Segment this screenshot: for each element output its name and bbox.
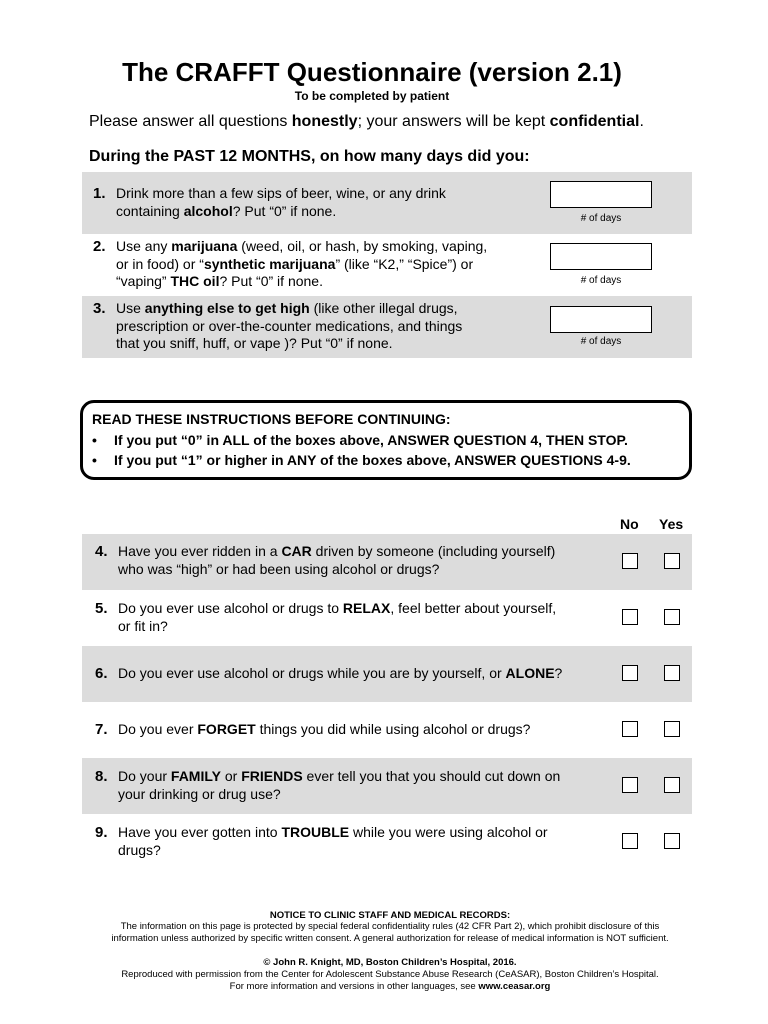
instruction-text: If you put “1” or higher in ANY of the boxes above, ANSWER QUESTIONS 4-9. (114, 452, 631, 468)
notice-line-1: The information on this page is protected by special federal confidentiality rules (42 CFR Part 2), which prohibit disclosure of this (120, 921, 660, 932)
intro-honestly: honestly (291, 113, 358, 130)
text: , feel better about yourself, (390, 600, 557, 616)
intro-part: Please answer all questions (89, 113, 292, 130)
question-1-text (116, 185, 446, 220)
q4-yes-checkbox[interactable] (664, 553, 680, 569)
q6-no-checkbox[interactable] (622, 665, 638, 681)
text: prescription or over-the-counter medications, and things (116, 317, 463, 334)
days-label: # of days (580, 275, 622, 286)
text: containing (116, 202, 184, 219)
instructions-heading: READ THESE INSTRUCTIONS BEFORE CONTINUING: (92, 411, 451, 427)
notice-title: NOTICE TO CLINIC STAFF AND MEDICAL RECORDS: (269, 910, 511, 921)
days-input-3[interactable] (550, 306, 652, 333)
question-6-row (82, 646, 692, 702)
text: Use any (116, 238, 172, 254)
question-7-row (82, 702, 692, 758)
text: Have you ever ridden in a (118, 543, 282, 559)
keyword-relax: RELAX (342, 600, 391, 616)
text: (weed, oil, or hash, by smoking, vaping, (237, 238, 488, 254)
keyword-synthetic-marijuana: synthetic marijuana (203, 255, 336, 272)
keyword-forget: FORGET (197, 721, 256, 737)
more-info-text: For more information and versions in other languages, see (229, 981, 479, 992)
question-8-text (118, 768, 560, 803)
text: ” (like “K2,” “Spice”) or (335, 255, 474, 272)
instruction-bullet-2 (92, 452, 631, 468)
q9-yes-checkbox[interactable] (664, 833, 680, 849)
q5-no-checkbox[interactable] (622, 609, 638, 625)
keyword-alone: ALONE (505, 665, 555, 681)
text: ? (554, 665, 563, 681)
question-3-row (82, 296, 692, 358)
question-1-row (82, 172, 692, 234)
q5-yes-checkbox[interactable] (664, 609, 680, 625)
question-2-text (116, 238, 487, 291)
days-input-2[interactable] (550, 243, 652, 270)
question-6-text (118, 665, 562, 683)
q8-no-checkbox[interactable] (622, 777, 638, 793)
question-5-row (82, 590, 692, 646)
copyright: © John R. Knight, MD, Boston Children’s Hospital, 2016. (263, 957, 517, 968)
text: or (220, 768, 242, 784)
instruction-bullet-1 (92, 432, 628, 448)
text: while you were using alcohol or (349, 824, 548, 840)
question-7-text (118, 721, 530, 739)
keyword-thc-oil: THC oil (170, 273, 220, 289)
text: Drink more than a few sips of beer, wine, or any drink (116, 185, 446, 201)
keyword-family: FAMILY (170, 768, 221, 784)
question-2-row (82, 234, 692, 296)
keyword-trouble: TROUBLE (281, 824, 350, 840)
keyword-anything-else: anything else to get high (144, 300, 310, 316)
days-input-1[interactable] (550, 181, 652, 208)
question-9-text (118, 824, 548, 859)
page-title: The CRAFFT Questionnaire (version 2.1) (122, 57, 622, 87)
question-5-text (118, 600, 556, 635)
text: Do you ever use alcohol or drugs to (118, 600, 343, 616)
q6-yes-checkbox[interactable] (664, 665, 680, 681)
text: that you sniff, huff, or vape )? Put “0” if none. (116, 335, 393, 351)
q7-yes-checkbox[interactable] (664, 721, 680, 737)
question-4-row (82, 534, 692, 590)
q9-no-checkbox[interactable] (622, 833, 638, 849)
keyword-friends: FRIENDS (241, 768, 303, 784)
instructions-box (80, 400, 692, 480)
intro-part: . (639, 113, 644, 130)
instruction-text: If you put “0” in ALL of the boxes above, ANSWER QUESTION 4, THEN STOP. (114, 432, 628, 448)
text: ever tell you that you should cut down on (302, 768, 561, 784)
question-number: 2. (93, 238, 106, 255)
question-number: 7. (95, 721, 108, 738)
question-3-text (116, 300, 462, 353)
page-subtitle: To be completed by patient (294, 89, 450, 103)
keyword-alcohol: alcohol (183, 202, 233, 219)
days-label: # of days (580, 336, 622, 347)
question-number: 5. (95, 600, 108, 617)
question-number: 1. (93, 185, 106, 202)
text: or fit in? (118, 617, 168, 634)
bullet-dot: • (92, 452, 97, 468)
q7-no-checkbox[interactable] (622, 721, 638, 737)
text: your drinking or drug use? (118, 785, 281, 802)
bullet-dot: • (92, 432, 97, 448)
days-label: # of days (580, 213, 622, 224)
text: things you did while using alcohol or drugs? (255, 721, 531, 737)
text: Use (116, 300, 145, 316)
q8-yes-checkbox[interactable] (664, 777, 680, 793)
text: Do you ever use alcohol or drugs while you are by yourself, or (118, 665, 506, 681)
text: Do you ever (118, 721, 198, 737)
question-4-text (118, 543, 555, 578)
column-no: No (620, 516, 639, 532)
keyword-marijuana: marijuana (171, 238, 238, 254)
question-number: 4. (95, 543, 108, 560)
question-9-row (82, 814, 692, 870)
intro-confidential: confidential (549, 113, 640, 130)
column-yes: Yes (659, 516, 684, 532)
intro-part: ; your answers will be kept (357, 113, 550, 130)
keyword-car: CAR (281, 543, 312, 559)
question-number: 6. (95, 665, 108, 682)
website-link[interactable]: www.ceasar.org (478, 981, 551, 992)
reproduced-note: Reproduced with permission from the Center for Adolescent Substance Abuse Research (CeASAR), Boston Children’s Hospital. (121, 969, 659, 980)
text: “vaping” (116, 273, 171, 289)
notice-line-2: information unless authorized by specific written consent. A general authorization for release of medical information is NOT sufficient. (111, 933, 669, 944)
past-12-months-heading: During the PAST 12 MONTHS, on how many days did you: (89, 148, 530, 165)
question-number: 9. (95, 824, 108, 841)
q4-no-checkbox[interactable] (622, 553, 638, 569)
question-number: 3. (93, 300, 106, 317)
text: Have you ever gotten into (118, 824, 282, 840)
text: (like other illegal drugs, (309, 300, 458, 316)
text: drugs? (118, 841, 161, 858)
text: or in food) or “ (116, 255, 204, 272)
question-8-row (82, 758, 692, 814)
text: who was “high” or had been using alcohol or drugs? (118, 560, 440, 577)
text: Do your (118, 768, 171, 784)
text: ? Put “0” if none. (232, 202, 337, 219)
intro-text (89, 113, 644, 131)
more-info (0, 981, 768, 992)
text: driven by someone (including yourself) (311, 543, 556, 559)
text: ? Put “0” if none. (219, 273, 323, 289)
question-number: 8. (95, 768, 108, 785)
